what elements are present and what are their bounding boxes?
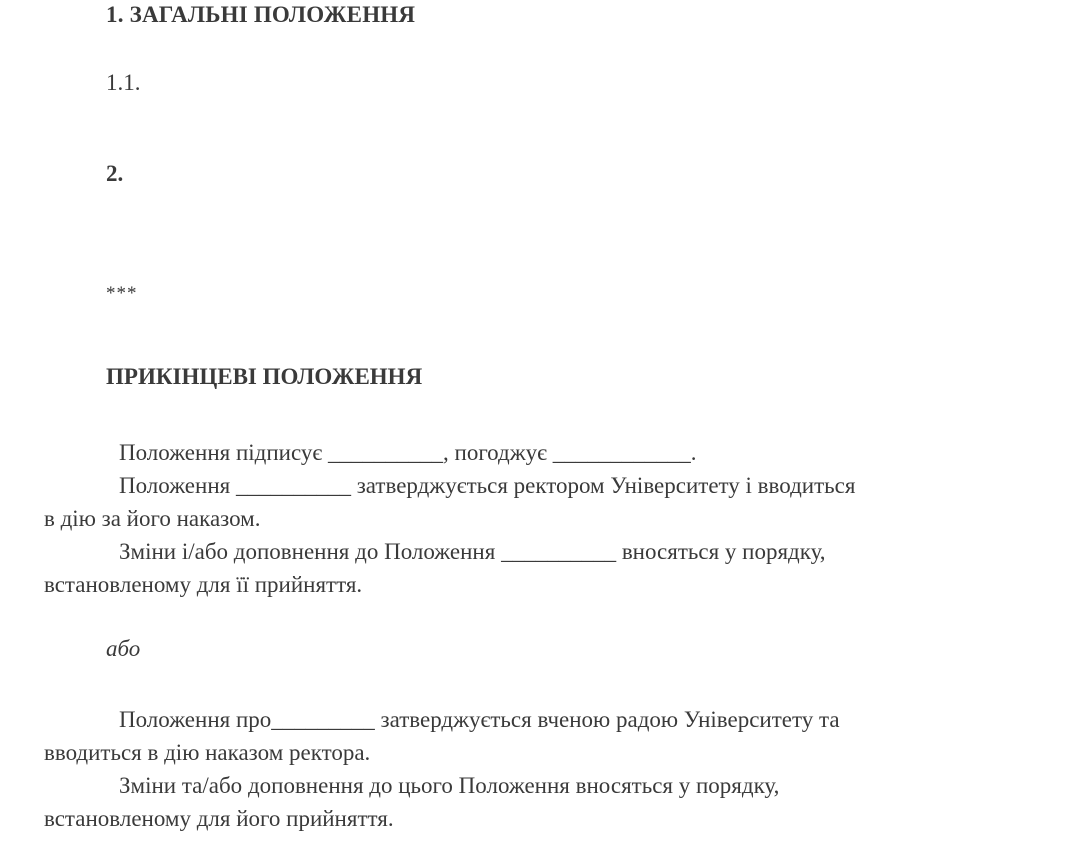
blank-field: __________, (328, 440, 449, 465)
word: та (819, 707, 840, 732)
paragraph-approval (44, 469, 1050, 535)
paragraph-line: встановленому для його прийняття. (44, 806, 394, 831)
section-heading-general: 1. ЗАГАЛЬНІ ПОЛОЖЕННЯ (106, 2, 416, 27)
word: Положення (119, 440, 231, 465)
word: у (678, 773, 691, 798)
word: підписує (235, 440, 323, 465)
word: порядку, (742, 539, 826, 564)
paragraph-line: вводиться в дію наказом ректора. (44, 740, 371, 765)
word: вченою (537, 707, 611, 732)
word: Зміни (119, 539, 177, 564)
word: Зміни (119, 773, 177, 798)
word: погоджує (454, 440, 547, 465)
word: вносяться (621, 539, 720, 564)
word: Університету (610, 473, 740, 498)
word: вносяться (575, 773, 673, 798)
word: цього (398, 773, 453, 798)
blank-field: ____________. (552, 440, 697, 465)
word: до (355, 539, 379, 564)
paragraph-line: в дію за його наказом. (44, 506, 261, 531)
paragraph-amendments-alt (44, 769, 1050, 835)
word: до (369, 773, 393, 798)
paragraph-line: встановленому для її прийняття. (44, 572, 363, 597)
blank-field: __________ (235, 473, 351, 498)
word: доповнення (247, 773, 364, 798)
paragraph-council-approval (44, 703, 1050, 769)
word: доповнення (233, 539, 350, 564)
word: та/або (181, 773, 243, 798)
word: Положення (384, 539, 496, 564)
word: Університету (683, 707, 814, 732)
paragraph-line (44, 436, 1050, 469)
word: радою (615, 707, 679, 732)
word: затверджується (380, 707, 532, 732)
blank-field: про_________ (235, 707, 375, 732)
word: Положення (119, 473, 231, 498)
paragraph-signs (44, 436, 1050, 469)
paragraph-line-justified (44, 469, 1050, 502)
paragraph-amendments (44, 535, 1050, 601)
word: ректором (513, 473, 605, 498)
word: Положення (119, 707, 231, 732)
word: Положення (458, 773, 570, 798)
blank-field: __________ (501, 539, 617, 564)
paragraph-line-justified (44, 769, 1050, 802)
paragraph-line-justified (44, 535, 1050, 568)
word: порядку, (695, 773, 780, 798)
word: і (745, 473, 752, 498)
word: затверджується (356, 473, 508, 498)
word: і/або (181, 539, 229, 564)
word: у (724, 539, 737, 564)
alternative-marker: або (106, 636, 141, 661)
item-number-1-1: 1.1. (106, 70, 141, 95)
item-number-2: 2. (106, 161, 124, 186)
paragraph-line-justified (44, 703, 1050, 736)
word: вводиться (757, 473, 856, 498)
separator-asterisks: *** (106, 283, 138, 304)
section-heading-final: ПРИКІНЦЕВІ ПОЛОЖЕННЯ (106, 364, 423, 389)
